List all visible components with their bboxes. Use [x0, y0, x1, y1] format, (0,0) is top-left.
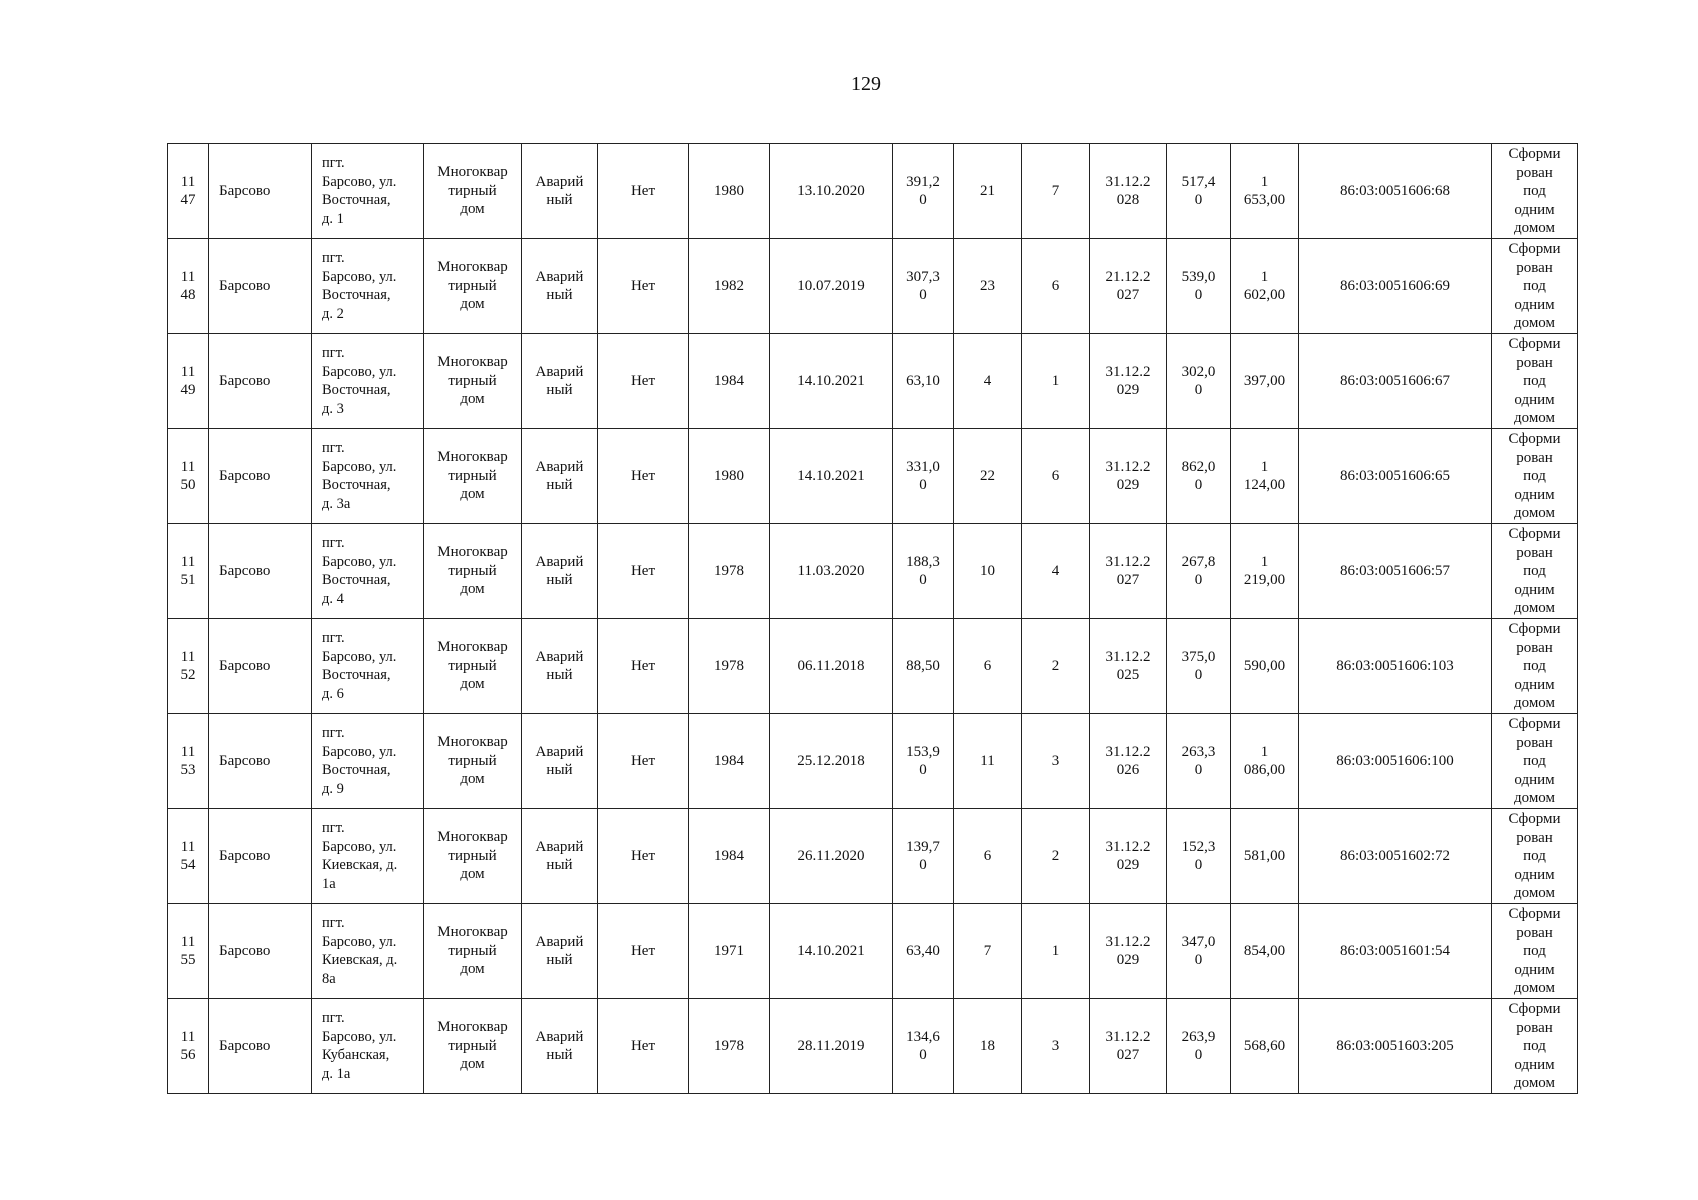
cell-year-built: 1980	[689, 429, 770, 524]
cell-flag: Нет	[598, 619, 689, 714]
cell-note: Сформи рован под одним домом	[1492, 809, 1578, 904]
cell-area: 153,9 0	[893, 714, 954, 809]
cell-row-number: 11 50	[168, 429, 209, 524]
cell-area-total: 267,8 0	[1167, 524, 1231, 619]
cell-recognition-date: 14.10.2021	[770, 904, 893, 999]
table-row	[168, 239, 1578, 334]
cell-land-area: 590,00	[1231, 619, 1299, 714]
cell-condition: Аварий ный	[522, 809, 598, 904]
cell-area-total: 517,4 0	[1167, 144, 1231, 239]
cell-address: пгт. Барсово, ул. Восточная, д. 2	[312, 239, 424, 334]
cell-row-number: 11 47	[168, 144, 209, 239]
cell-land-area: 1 602,00	[1231, 239, 1299, 334]
table-row	[168, 619, 1578, 714]
cell-residents: 4	[954, 334, 1022, 429]
cell-flag: Нет	[598, 429, 689, 524]
cell-building-type: Многоквар тирный дом	[424, 809, 522, 904]
cell-area: 88,50	[893, 619, 954, 714]
table-row	[168, 144, 1578, 239]
cell-flag: Нет	[598, 334, 689, 429]
cell-recognition-date: 28.11.2019	[770, 999, 893, 1094]
cell-condition: Аварий ный	[522, 999, 598, 1094]
cell-address: пгт. Барсово, ул. Восточная, д. 3а	[312, 429, 424, 524]
cell-building-type: Многоквар тирный дом	[424, 524, 522, 619]
cell-flag: Нет	[598, 144, 689, 239]
cell-note: Сформи рован под одним домом	[1492, 714, 1578, 809]
cell-building-type: Многоквар тирный дом	[424, 999, 522, 1094]
cell-settlement: Барсово	[209, 809, 312, 904]
cell-row-number: 11 52	[168, 619, 209, 714]
cell-land-area: 1 124,00	[1231, 429, 1299, 524]
cell-area: 391,2 0	[893, 144, 954, 239]
cell-year-built: 1984	[689, 714, 770, 809]
cell-settlement: Барсово	[209, 619, 312, 714]
table-row	[168, 334, 1578, 429]
cell-deadline: 31.12.2 027	[1090, 999, 1167, 1094]
cell-cadastral-number: 86:03:0051606:67	[1299, 334, 1492, 429]
cell-recognition-date: 11.03.2020	[770, 524, 893, 619]
cell-row-number: 11 49	[168, 334, 209, 429]
cell-recognition-date: 10.07.2019	[770, 239, 893, 334]
cell-area-total: 539,0 0	[1167, 239, 1231, 334]
cell-residents: 6	[954, 809, 1022, 904]
cell-cadastral-number: 86:03:0051606:57	[1299, 524, 1492, 619]
cell-year-built: 1984	[689, 809, 770, 904]
cell-building-type: Многоквар тирный дом	[424, 239, 522, 334]
cell-flag: Нет	[598, 999, 689, 1094]
cell-address: пгт. Барсово, ул. Восточная, д. 6	[312, 619, 424, 714]
cell-note: Сформи рован под одним домом	[1492, 429, 1578, 524]
cell-flag: Нет	[598, 809, 689, 904]
table-row	[168, 714, 1578, 809]
cell-row-number: 11 51	[168, 524, 209, 619]
cell-settlement: Барсово	[209, 334, 312, 429]
cell-recognition-date: 26.11.2020	[770, 809, 893, 904]
cell-note: Сформи рован под одним домом	[1492, 999, 1578, 1094]
cell-land-area: 581,00	[1231, 809, 1299, 904]
cell-units: 3	[1022, 714, 1090, 809]
cell-residents: 10	[954, 524, 1022, 619]
cell-recognition-date: 14.10.2021	[770, 334, 893, 429]
table-row	[168, 809, 1578, 904]
cell-year-built: 1971	[689, 904, 770, 999]
cell-row-number: 11 55	[168, 904, 209, 999]
cell-cadastral-number: 86:03:0051603:205	[1299, 999, 1492, 1094]
cell-area-total: 862,0 0	[1167, 429, 1231, 524]
page-number: 129	[851, 73, 881, 95]
table-row	[168, 524, 1578, 619]
cell-year-built: 1978	[689, 524, 770, 619]
cell-row-number: 11 53	[168, 714, 209, 809]
housing-registry-table	[167, 143, 1578, 1094]
cell-deadline: 31.12.2 029	[1090, 429, 1167, 524]
cell-land-area: 854,00	[1231, 904, 1299, 999]
cell-row-number: 11 56	[168, 999, 209, 1094]
cell-area: 63,40	[893, 904, 954, 999]
cell-settlement: Барсово	[209, 904, 312, 999]
cell-cadastral-number: 86:03:0051601:54	[1299, 904, 1492, 999]
cell-units: 7	[1022, 144, 1090, 239]
cell-residents: 22	[954, 429, 1022, 524]
cell-units: 2	[1022, 619, 1090, 714]
cell-area: 188,3 0	[893, 524, 954, 619]
cell-note: Сформи рован под одним домом	[1492, 904, 1578, 999]
cell-recognition-date: 25.12.2018	[770, 714, 893, 809]
cell-cadastral-number: 86:03:0051606:65	[1299, 429, 1492, 524]
cell-condition: Аварий ный	[522, 144, 598, 239]
cell-area: 331,0 0	[893, 429, 954, 524]
cell-area-total: 347,0 0	[1167, 904, 1231, 999]
cell-land-area: 397,00	[1231, 334, 1299, 429]
cell-cadastral-number: 86:03:0051606:69	[1299, 239, 1492, 334]
cell-address: пгт. Барсово, ул. Кубанская, д. 1а	[312, 999, 424, 1094]
cell-deadline: 31.12.2 027	[1090, 524, 1167, 619]
cell-settlement: Барсово	[209, 524, 312, 619]
cell-cadastral-number: 86:03:0051606:103	[1299, 619, 1492, 714]
cell-year-built: 1980	[689, 144, 770, 239]
cell-recognition-date: 13.10.2020	[770, 144, 893, 239]
cell-address: пгт. Барсово, ул. Восточная, д. 3	[312, 334, 424, 429]
cell-condition: Аварий ный	[522, 524, 598, 619]
cell-building-type: Многоквар тирный дом	[424, 429, 522, 524]
cell-row-number: 11 54	[168, 809, 209, 904]
cell-units: 1	[1022, 904, 1090, 999]
cell-cadastral-number: 86:03:0051606:100	[1299, 714, 1492, 809]
cell-building-type: Многоквар тирный дом	[424, 714, 522, 809]
cell-area: 139,7 0	[893, 809, 954, 904]
table-row	[168, 429, 1578, 524]
cell-flag: Нет	[598, 524, 689, 619]
cell-year-built: 1978	[689, 999, 770, 1094]
cell-address: пгт. Барсово, ул. Киевская, д. 8а	[312, 904, 424, 999]
cell-note: Сформи рован под одним домом	[1492, 524, 1578, 619]
cell-note: Сформи рован под одним домом	[1492, 334, 1578, 429]
cell-cadastral-number: 86:03:0051606:68	[1299, 144, 1492, 239]
cell-settlement: Барсово	[209, 714, 312, 809]
cell-residents: 7	[954, 904, 1022, 999]
cell-flag: Нет	[598, 904, 689, 999]
cell-condition: Аварий ный	[522, 714, 598, 809]
cell-land-area: 1 219,00	[1231, 524, 1299, 619]
cell-condition: Аварий ный	[522, 904, 598, 999]
cell-residents: 23	[954, 239, 1022, 334]
cell-year-built: 1978	[689, 619, 770, 714]
cell-note: Сформи рован под одним домом	[1492, 619, 1578, 714]
cell-settlement: Барсово	[209, 144, 312, 239]
cell-residents: 18	[954, 999, 1022, 1094]
cell-area-total: 375,0 0	[1167, 619, 1231, 714]
cell-condition: Аварий ный	[522, 429, 598, 524]
cell-condition: Аварий ный	[522, 619, 598, 714]
cell-settlement: Барсово	[209, 429, 312, 524]
cell-address: пгт. Барсово, ул. Восточная, д. 1	[312, 144, 424, 239]
cell-residents: 6	[954, 619, 1022, 714]
cell-building-type: Многоквар тирный дом	[424, 144, 522, 239]
cell-note: Сформи рован под одним домом	[1492, 239, 1578, 334]
cell-condition: Аварий ный	[522, 239, 598, 334]
cell-land-area: 1 086,00	[1231, 714, 1299, 809]
cell-row-number: 11 48	[168, 239, 209, 334]
cell-note: Сформи рован под одним домом	[1492, 144, 1578, 239]
cell-year-built: 1982	[689, 239, 770, 334]
cell-units: 2	[1022, 809, 1090, 904]
cell-year-built: 1984	[689, 334, 770, 429]
cell-address: пгт. Барсово, ул. Киевская, д. 1а	[312, 809, 424, 904]
cell-building-type: Многоквар тирный дом	[424, 334, 522, 429]
cell-units: 4	[1022, 524, 1090, 619]
cell-deadline: 31.12.2 025	[1090, 619, 1167, 714]
cell-residents: 21	[954, 144, 1022, 239]
cell-units: 6	[1022, 429, 1090, 524]
cell-condition: Аварий ный	[522, 334, 598, 429]
cell-units: 3	[1022, 999, 1090, 1094]
cell-address: пгт. Барсово, ул. Восточная, д. 4	[312, 524, 424, 619]
cell-flag: Нет	[598, 714, 689, 809]
cell-flag: Нет	[598, 239, 689, 334]
cell-settlement: Барсово	[209, 239, 312, 334]
table-row	[168, 999, 1578, 1094]
cell-cadastral-number: 86:03:0051602:72	[1299, 809, 1492, 904]
table-body	[168, 144, 1578, 1094]
cell-area: 63,10	[893, 334, 954, 429]
cell-building-type: Многоквар тирный дом	[424, 619, 522, 714]
cell-address: пгт. Барсово, ул. Восточная, д. 9	[312, 714, 424, 809]
cell-units: 6	[1022, 239, 1090, 334]
cell-recognition-date: 14.10.2021	[770, 429, 893, 524]
cell-deadline: 31.12.2 029	[1090, 904, 1167, 999]
cell-deadline: 31.12.2 028	[1090, 144, 1167, 239]
cell-land-area: 568,60	[1231, 999, 1299, 1094]
cell-deadline: 31.12.2 026	[1090, 714, 1167, 809]
cell-area: 134,6 0	[893, 999, 954, 1094]
cell-area-total: 302,0 0	[1167, 334, 1231, 429]
cell-area-total: 152,3 0	[1167, 809, 1231, 904]
cell-building-type: Многоквар тирный дом	[424, 904, 522, 999]
cell-settlement: Барсово	[209, 999, 312, 1094]
table-row	[168, 904, 1578, 999]
cell-land-area: 1 653,00	[1231, 144, 1299, 239]
cell-deadline: 31.12.2 029	[1090, 334, 1167, 429]
cell-units: 1	[1022, 334, 1090, 429]
cell-area-total: 263,3 0	[1167, 714, 1231, 809]
cell-residents: 11	[954, 714, 1022, 809]
cell-deadline: 21.12.2 027	[1090, 239, 1167, 334]
cell-area-total: 263,9 0	[1167, 999, 1231, 1094]
cell-area: 307,3 0	[893, 239, 954, 334]
cell-recognition-date: 06.11.2018	[770, 619, 893, 714]
cell-deadline: 31.12.2 029	[1090, 809, 1167, 904]
